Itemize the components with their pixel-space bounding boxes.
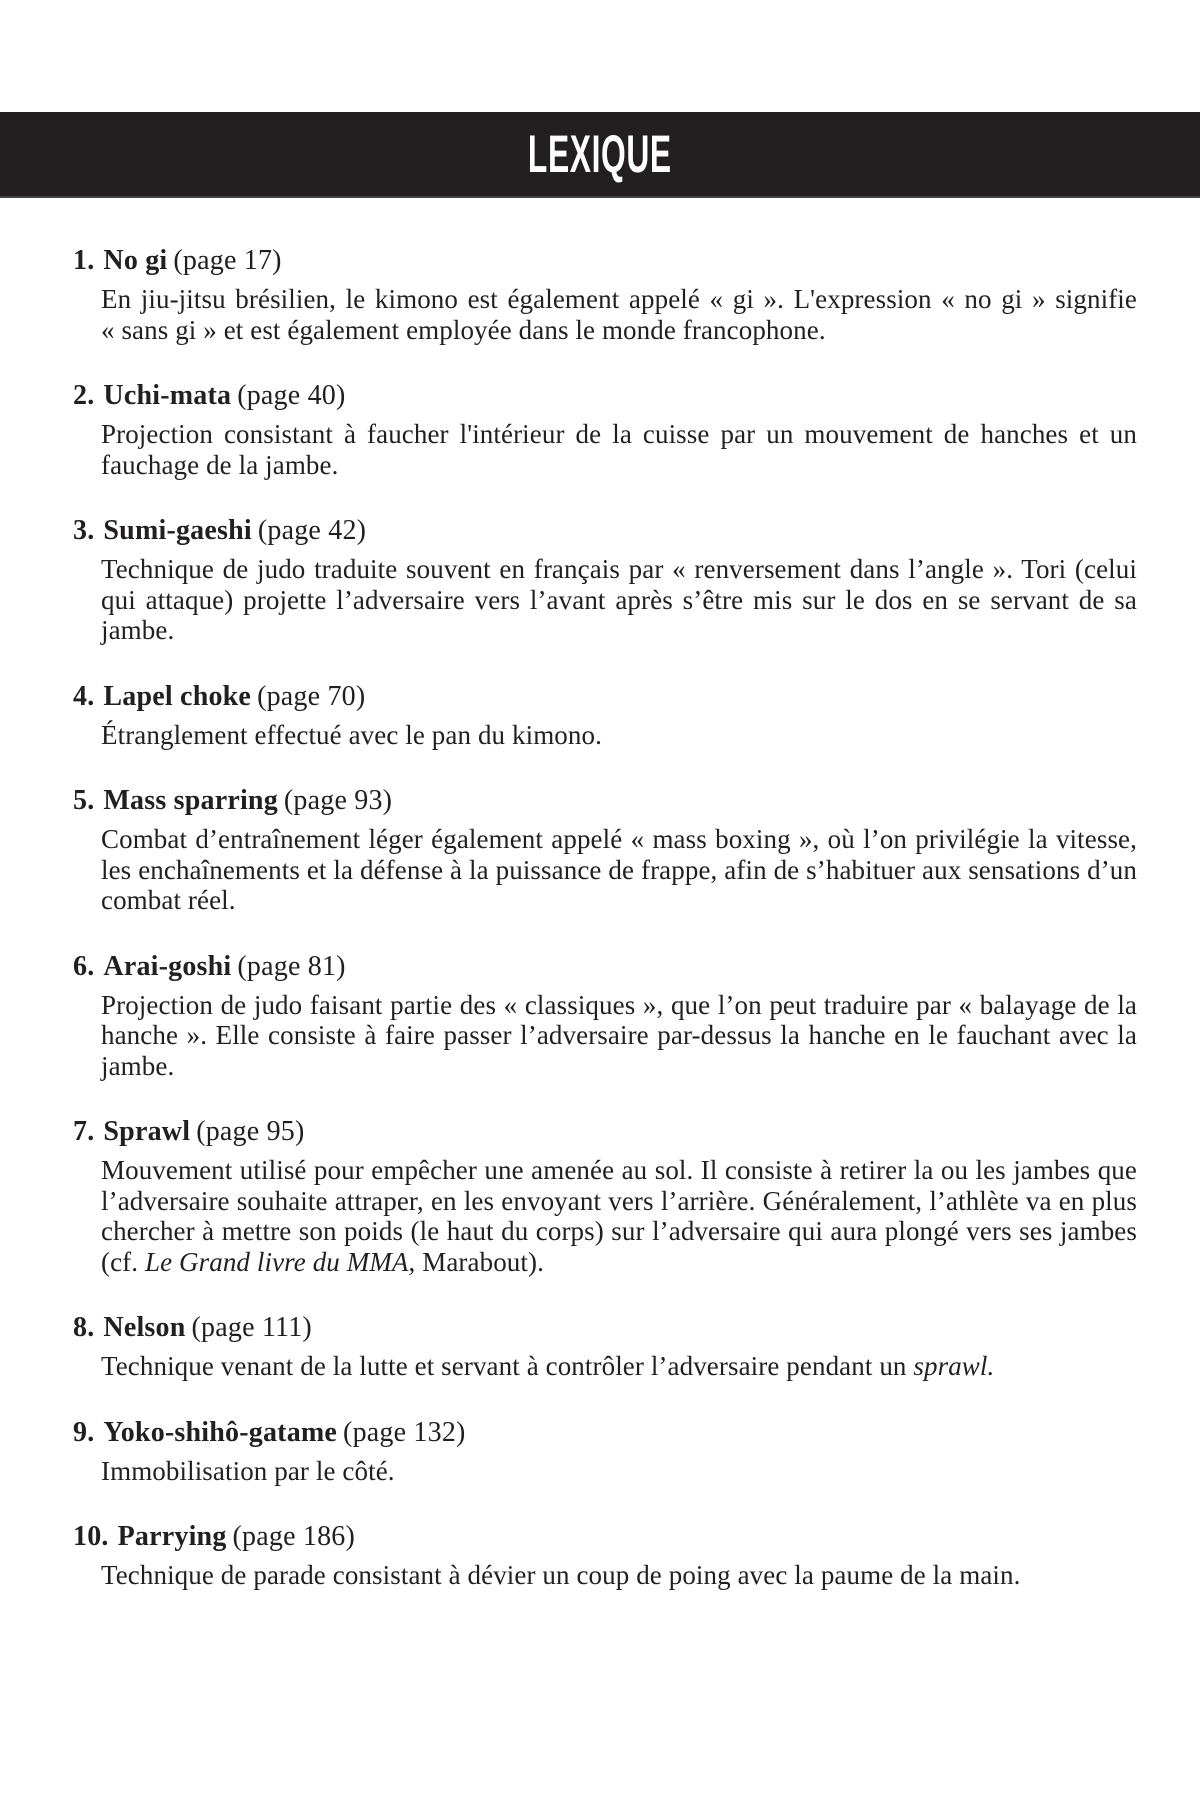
entry-definition bbox=[101, 720, 1137, 751]
lexicon-entry bbox=[73, 1116, 1137, 1277]
entry-heading bbox=[73, 951, 1137, 983]
entry-definition bbox=[101, 284, 1137, 345]
definition-text: Immobilisation par le côté. bbox=[101, 1455, 395, 1486]
entry-heading bbox=[73, 380, 1137, 412]
entry-definition bbox=[101, 554, 1137, 646]
entry-page-ref: (page 42) bbox=[257, 515, 367, 546]
lexicon-entry bbox=[73, 515, 1137, 646]
entry-term: Lapel choke bbox=[103, 680, 252, 712]
entry-number: 2. bbox=[73, 380, 95, 411]
lexicon-entry bbox=[73, 1521, 1137, 1591]
entry-term: Arai-goshi bbox=[103, 950, 232, 982]
entry-number: 10. bbox=[73, 1521, 109, 1552]
entry-page-ref: (page 132) bbox=[343, 1416, 466, 1448]
lexicon-entry bbox=[73, 681, 1137, 751]
entry-definition bbox=[101, 824, 1137, 916]
entry-definition bbox=[101, 990, 1137, 1082]
definition-text: Mouvement utilisé pour empêcher une amenée au sol. Il consiste à retirer la ou les jambes que l’adversaire souhaite attraper, en les envoyant vers l’arrière. Généralement, l’athlète va en plus chercher à mettre son poids (le haut du corps) sur l’adversaire qui aura plongé vers ses jambes (cf. bbox=[101, 1155, 1137, 1277]
definition-text: Technique de parade consistant à dévier un coup de poing avec la paume de la main. bbox=[101, 1560, 1021, 1590]
lexicon-entry bbox=[73, 785, 1137, 916]
entry-heading bbox=[73, 515, 1137, 547]
entry-heading bbox=[73, 1116, 1137, 1148]
entry-definition bbox=[101, 1560, 1137, 1591]
lexicon-entry bbox=[73, 1312, 1137, 1382]
entry-page-ref: (page 93) bbox=[283, 785, 393, 816]
definition-text: Technique de judo traduite souvent en français par « renversement dans l’angle ». Tori (celui qui attaque) projette l’adversaire vers l’avant après s’être mis sur le dos en se servant de sa jambe. bbox=[101, 554, 1137, 645]
entry-term: Uchi-mata bbox=[103, 380, 232, 411]
entry-heading bbox=[73, 785, 1137, 817]
entry-definition bbox=[101, 1456, 1137, 1487]
lexicon-entry bbox=[73, 245, 1137, 345]
definition-text: Technique venant de la lutte et servant à contrôler l’adversaire pendant un bbox=[101, 1351, 914, 1381]
entry-page-ref: (page 95) bbox=[196, 1116, 305, 1147]
entry-term: No gi bbox=[103, 245, 168, 276]
definition-text: Projection consistant à faucher l'intérieur de la cuisse par un mouvement de hanches et un fauchage de la jambe. bbox=[101, 419, 1137, 480]
entry-page-ref: (page 81) bbox=[237, 950, 346, 982]
lexicon-entry bbox=[73, 1417, 1137, 1487]
entry-page-ref: (page 70) bbox=[257, 680, 366, 712]
definition-text: Étranglement effectué avec le pan du kimono. bbox=[101, 719, 602, 750]
entry-term: Parrying bbox=[117, 1521, 227, 1552]
definition-text: Projection de judo faisant partie des « classiques », que l’on peut traduire par « balayage de la hanche ». Elle consiste à faire passer l’adversaire par-dessus la hanche en le fauchant avec la jambe. bbox=[101, 989, 1137, 1081]
entry-definition bbox=[101, 1155, 1137, 1277]
entry-number: 3. bbox=[73, 515, 95, 546]
definition-text: , Marabout). bbox=[408, 1246, 544, 1277]
entry-page-ref: (page 111) bbox=[191, 1312, 312, 1343]
entry-number: 6. bbox=[73, 950, 95, 982]
entry-term: Mass sparring bbox=[103, 785, 278, 816]
entry-number: 8. bbox=[73, 1312, 95, 1343]
definition-text-italic: Le Grand livre du MMA bbox=[144, 1246, 409, 1277]
entry-number: 7. bbox=[73, 1116, 95, 1147]
entry-heading bbox=[73, 1312, 1137, 1344]
lexicon-entry bbox=[73, 380, 1137, 480]
definition-text-italic: sprawl. bbox=[913, 1351, 995, 1381]
entry-heading bbox=[73, 1521, 1137, 1553]
definition-text: Combat d’entraînement léger également appelé « mass boxing », où l’on privilégie la vitesse, les enchaînements et la défense à la puissance de frappe, afin de s’habituer aux sensations d’un combat réel. bbox=[101, 824, 1137, 915]
entry-term: Nelson bbox=[103, 1312, 186, 1343]
entry-term: Sumi-gaeshi bbox=[103, 515, 252, 546]
entry-term: Sprawl bbox=[103, 1116, 191, 1147]
entry-term: Yoko-shihô-gatame bbox=[103, 1416, 338, 1448]
entry-number: 5. bbox=[73, 785, 95, 816]
definition-text: En jiu-jitsu brésilien, le kimono est également appelé « gi ». L'expression « no gi » signifie « sans gi » et est également employée dans le monde francophone. bbox=[101, 284, 1137, 345]
lexicon-entry bbox=[73, 951, 1137, 1082]
section-header-banner bbox=[0, 112, 1200, 198]
entry-number: 4. bbox=[73, 680, 95, 712]
entry-heading bbox=[73, 681, 1137, 713]
entry-number: 1. bbox=[73, 245, 95, 276]
entry-definition bbox=[101, 419, 1137, 480]
entry-heading bbox=[73, 245, 1137, 277]
section-title: LEXIQUE bbox=[528, 124, 672, 184]
entry-heading bbox=[73, 1417, 1137, 1449]
entry-page-ref: (page 186) bbox=[232, 1521, 356, 1552]
lexicon-content bbox=[0, 245, 1200, 1651]
entry-page-ref: (page 40) bbox=[237, 380, 346, 411]
entry-page-ref: (page 17) bbox=[173, 245, 282, 276]
entry-number: 9. bbox=[73, 1416, 95, 1448]
entry-definition bbox=[101, 1351, 1137, 1382]
